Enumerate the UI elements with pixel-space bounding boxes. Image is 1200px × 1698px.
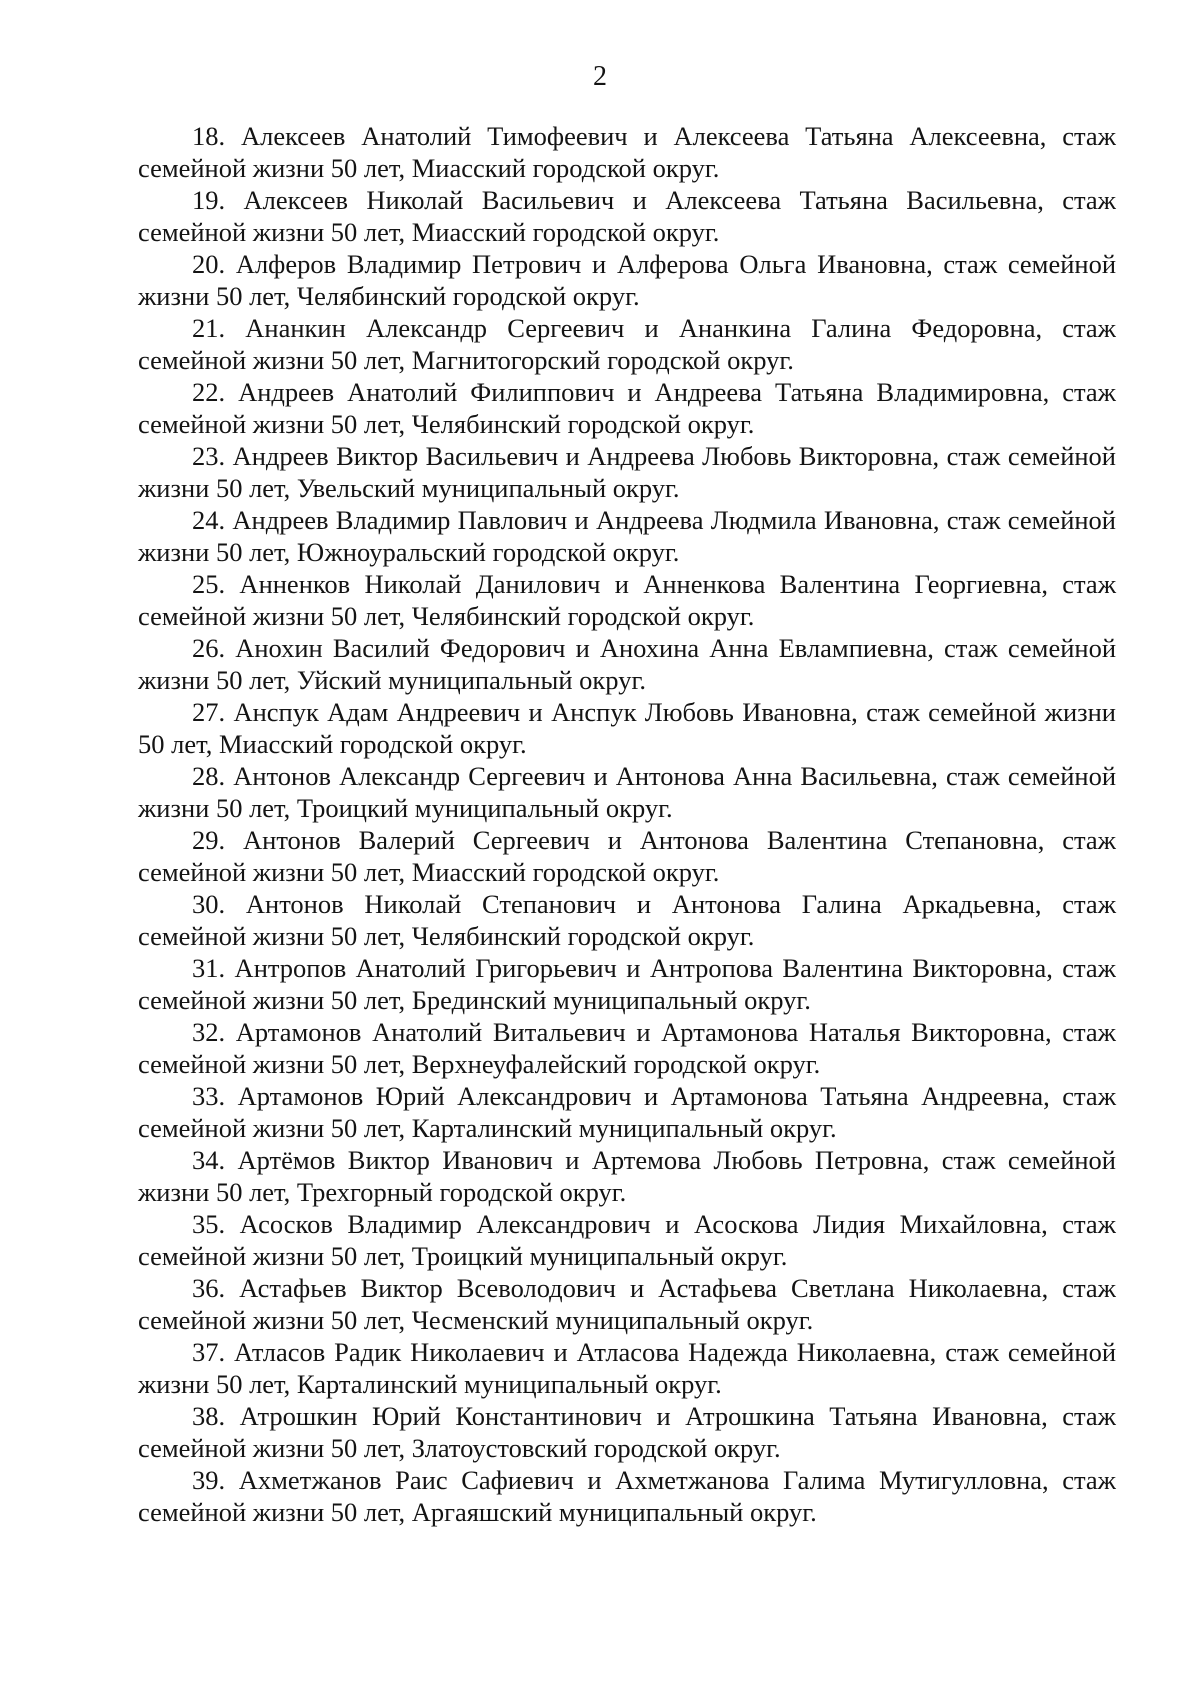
list-item: 33. Артамонов Юрий Александрович и Артамонова Татьяна Андреевна, стаж семейной жизни 50 лет, Карталинский муниципальный округ.	[138, 1081, 1116, 1143]
list-item: 29. Антонов Валерий Сергеевич и Антонова Валентина Степановна, стаж семейной жизни 50 лет, Миасский городской округ.	[138, 825, 1116, 887]
list-item: 19. Алексеев Николай Васильевич и Алексеева Татьяна Васильевна, стаж семейной жизни 50 лет, Миасский городской округ.	[138, 185, 1116, 247]
list-item: 18. Алексеев Анатолий Тимофеевич и Алексеева Татьяна Алексеевна, стаж семейной жизни 50 лет, Миасский городской округ.	[138, 121, 1116, 183]
list-item: 36. Астафьев Виктор Всеволодович и Астафьева Светлана Николаевна, стаж семейной жизни 50 лет, Чесменский муниципальный округ.	[138, 1273, 1116, 1335]
list-item: 35. Асосков Владимир Александрович и Асоскова Лидия Михайловна, стаж семейной жизни 50 лет, Троицкий муниципальный округ.	[138, 1209, 1116, 1271]
list-item: 38. Атрошкин Юрий Константинович и Атрошкина Татьяна Ивановна, стаж семейной жизни 50 лет, Златоустовский городской округ.	[138, 1401, 1116, 1463]
list-item: 23. Андреев Виктор Васильевич и Андреева Любовь Викторовна, стаж семейной жизни 50 лет, Увельский муниципальный округ.	[138, 441, 1116, 503]
list-item: 24. Андреев Владимир Павлович и Андреева Людмила Ивановна, стаж семейной жизни 50 лет, Южноуральский городской округ.	[138, 505, 1116, 567]
list-item: 34. Артёмов Виктор Иванович и Артемова Любовь Петровна, стаж семейной жизни 50 лет, Трехгорный городской округ.	[138, 1145, 1116, 1207]
page-number: 2	[593, 61, 607, 92]
list-item: 20. Алферов Владимир Петрович и Алферова Ольга Ивановна, стаж семейной жизни 50 лет, Челябинский городской округ.	[138, 249, 1116, 311]
list-item: 32. Артамонов Анатолий Витальевич и Артамонова Наталья Викторовна, стаж семейной жизни 50 лет, Верхнеуфалейский городской округ.	[138, 1017, 1116, 1079]
list-item: 31. Антропов Анатолий Григорьевич и Антропова Валентина Викторовна, стаж семейной жизни 50 лет, Брединский муниципальный округ.	[138, 953, 1116, 1015]
list-item: 25. Анненков Николай Данилович и Анненкова Валентина Георгиевна, стаж семейной жизни 50 лет, Челябинский городской округ.	[138, 569, 1116, 631]
list-item: 28. Антонов Александр Сергеевич и Антонова Анна Васильевна, стаж семейной жизни 50 лет, Троицкий муниципальный округ.	[138, 761, 1116, 823]
list-item: 22. Андреев Анатолий Филиппович и Андреева Татьяна Владимировна, стаж семейной жизни 50 лет, Челябинский городской округ.	[138, 377, 1116, 439]
list-item: 30. Антонов Николай Степанович и Антонова Галина Аркадьевна, стаж семейной жизни 50 лет, Челябинский городской округ.	[138, 889, 1116, 951]
award-list	[138, 120, 1116, 1528]
list-item: 21. Ананкин Александр Сергеевич и Ананкина Галина Федоровна, стаж семейной жизни 50 лет, Магнитогорский городской округ.	[138, 313, 1116, 375]
list-item: 39. Ахметжанов Раис Сафиевич и Ахметжанова Галима Мутигулловна, стаж семейной жизни 50 лет, Аргаяшский муниципальный округ.	[138, 1465, 1116, 1527]
list-item: 26. Анохин Василий Федорович и Анохина Анна Евлампиевна, стаж семейной жизни 50 лет, Уйский муниципальный округ.	[138, 633, 1116, 695]
list-item: 37. Атласов Радик Николаевич и Атласова Надежда Николаевна, стаж семейной жизни 50 лет, Карталинский муниципальный округ.	[138, 1337, 1116, 1399]
list-item: 27. Анспук Адам Андреевич и Анспук Любовь Ивановна, стаж семейной жизни 50 лет, Миасский городской округ.	[138, 697, 1116, 759]
